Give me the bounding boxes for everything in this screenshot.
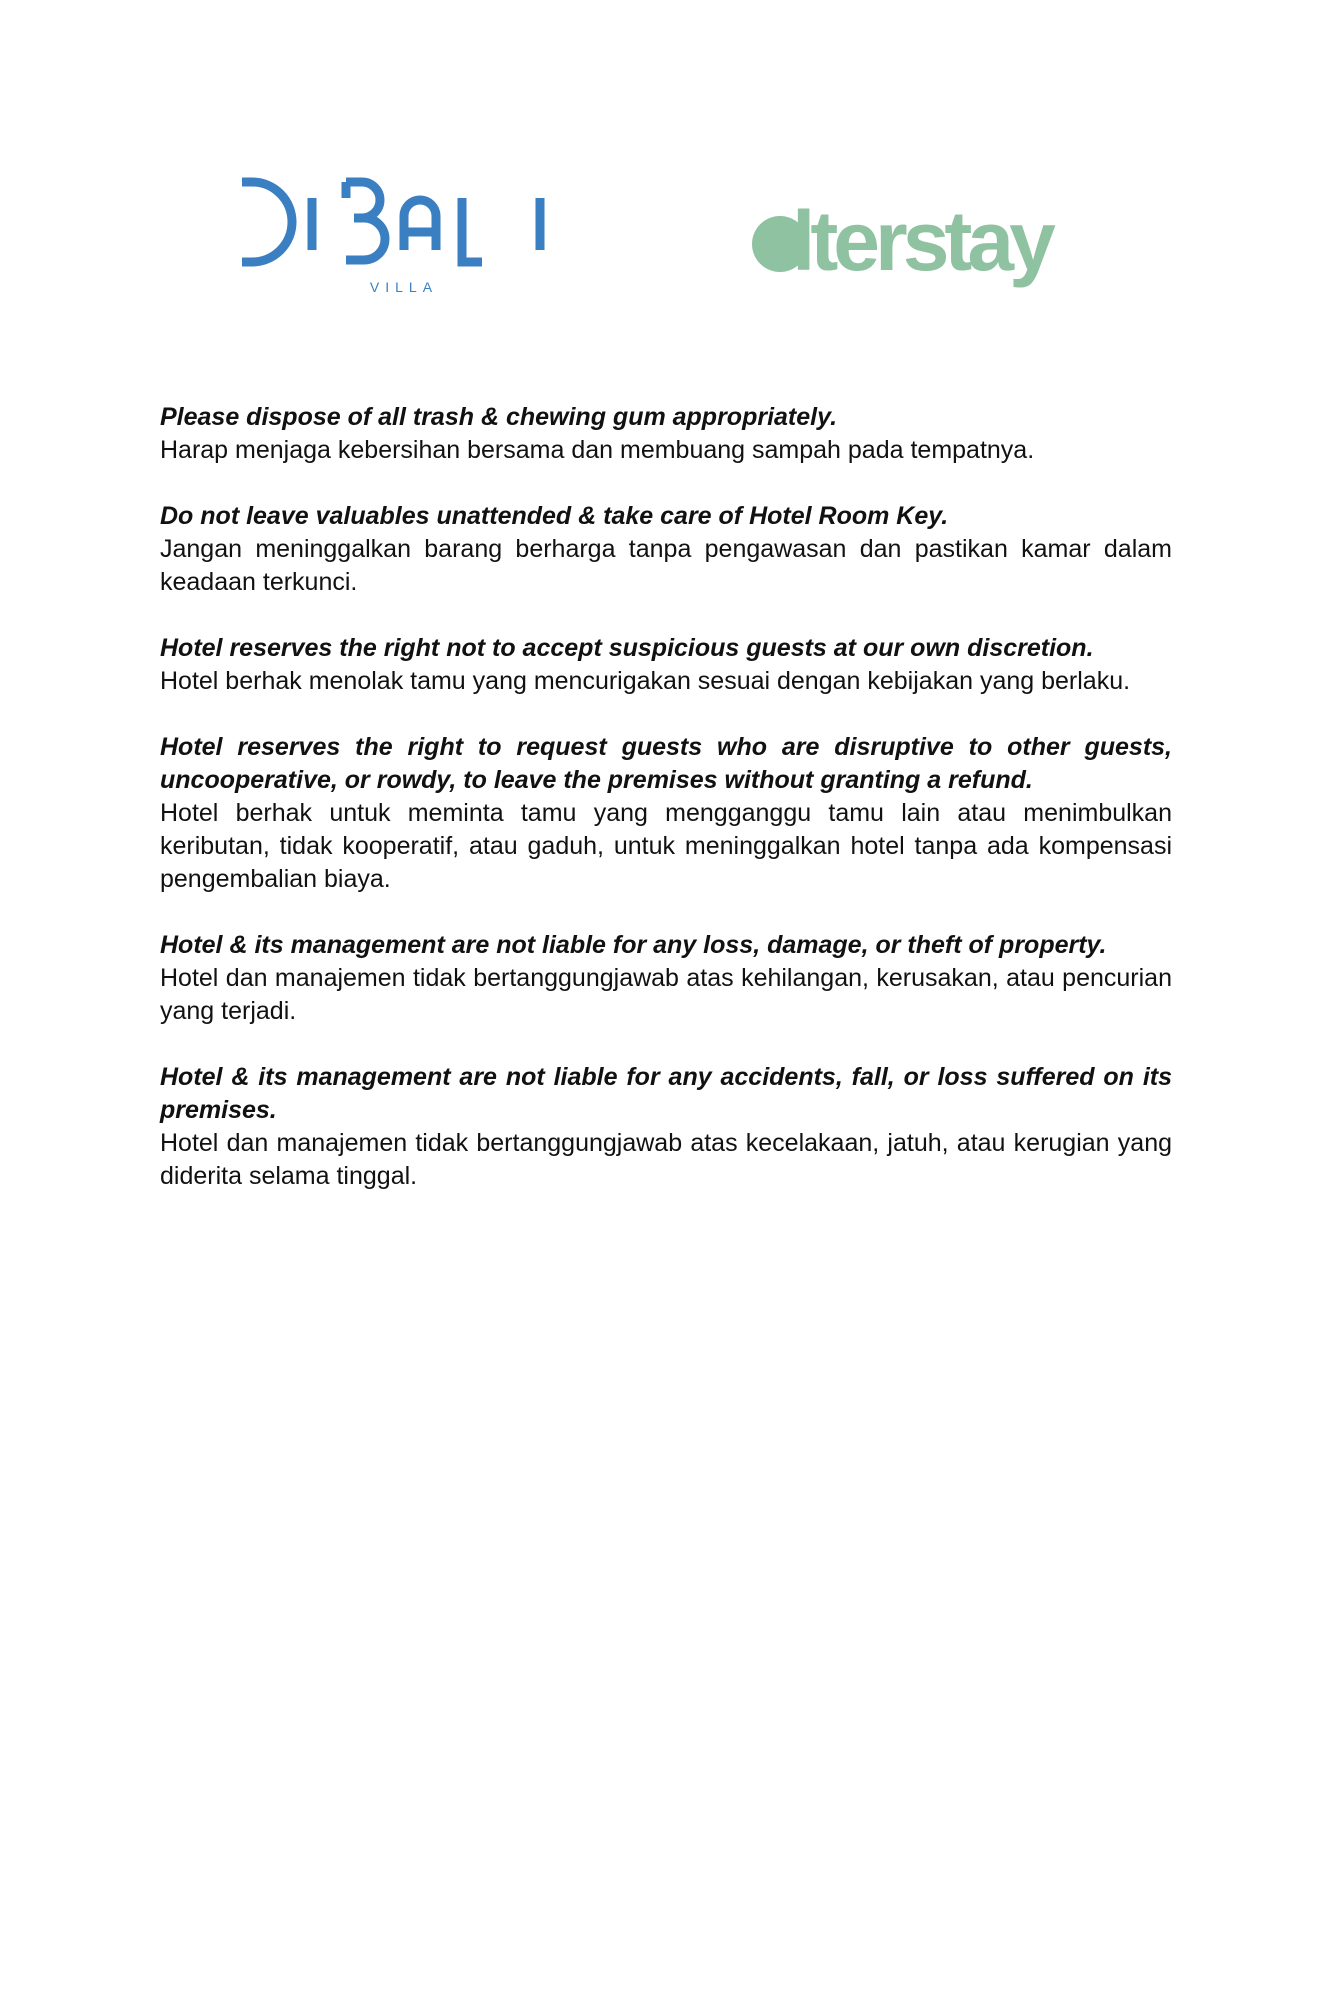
- rule-english-text: Hotel reserves the right not to accept suspicious guests at our own discretion.: [160, 634, 1094, 662]
- rule-item: [160, 731, 1172, 896]
- rule-english-text: Do not leave valuables unattended & take care of Hotel Room Key.: [160, 502, 949, 530]
- rule-item: [160, 500, 1172, 599]
- rule-english-text: Hotel & its management are not liable for any loss, damage, or theft of property.: [160, 931, 1107, 959]
- alterstay-logo: [750, 190, 1120, 300]
- rule-item: [160, 632, 1172, 698]
- rule-item: [160, 1061, 1172, 1193]
- rule-item: [160, 929, 1172, 1028]
- rule-english-text: Hotel & its management are not liable for any accidents, fall, or loss suffered on its premises.: [160, 1063, 1172, 1124]
- rule-indonesian-text: Jangan meninggalkan barang berharga tanpa pengawasan dan pastikan kamar dalam keadaan terkunci.: [160, 535, 1172, 596]
- svg-text:lterstay: lterstay: [792, 194, 1051, 288]
- rule-indonesian-text: Hotel berhak untuk meminta tamu yang mengganggu tamu lain atau menimbulkan keributan, tidak kooperatif, atau gaduh, untuk meninggalkan hotel tanpa ada kompensasi pengembalian biaya.: [160, 799, 1172, 893]
- rule-indonesian-text: Hotel dan manajemen tidak bertanggungjawab atas kecelakaan, jatuh, atau kerugian yang diderita selama tinggal.: [160, 1129, 1172, 1190]
- rule-indonesian-text: Hotel berhak menolak tamu yang mencurigakan sesuai dengan kebijakan yang berlaku.: [160, 667, 1131, 695]
- rule-indonesian-text: Harap menjaga kebersihan bersama dan membuang sampah pada tempatnya.: [160, 436, 1035, 464]
- house-rules-list: [160, 401, 1172, 1226]
- svg-text:VILLA: VILLA: [369, 279, 439, 295]
- rule-item: [160, 401, 1172, 467]
- rule-indonesian-text: Hotel dan manajemen tidak bertanggungjawab atas kehilangan, kerusakan, atau pencurian yang terjadi.: [160, 964, 1172, 1025]
- dibali-villa-logo: [236, 176, 556, 300]
- rule-english-text: Please dispose of all trash & chewing gum appropriately.: [160, 403, 838, 431]
- rule-english-text: Hotel reserves the right to request guests who are disruptive to other guests, uncooperative, or rowdy, to leave the premises without granting a refund.: [160, 733, 1172, 794]
